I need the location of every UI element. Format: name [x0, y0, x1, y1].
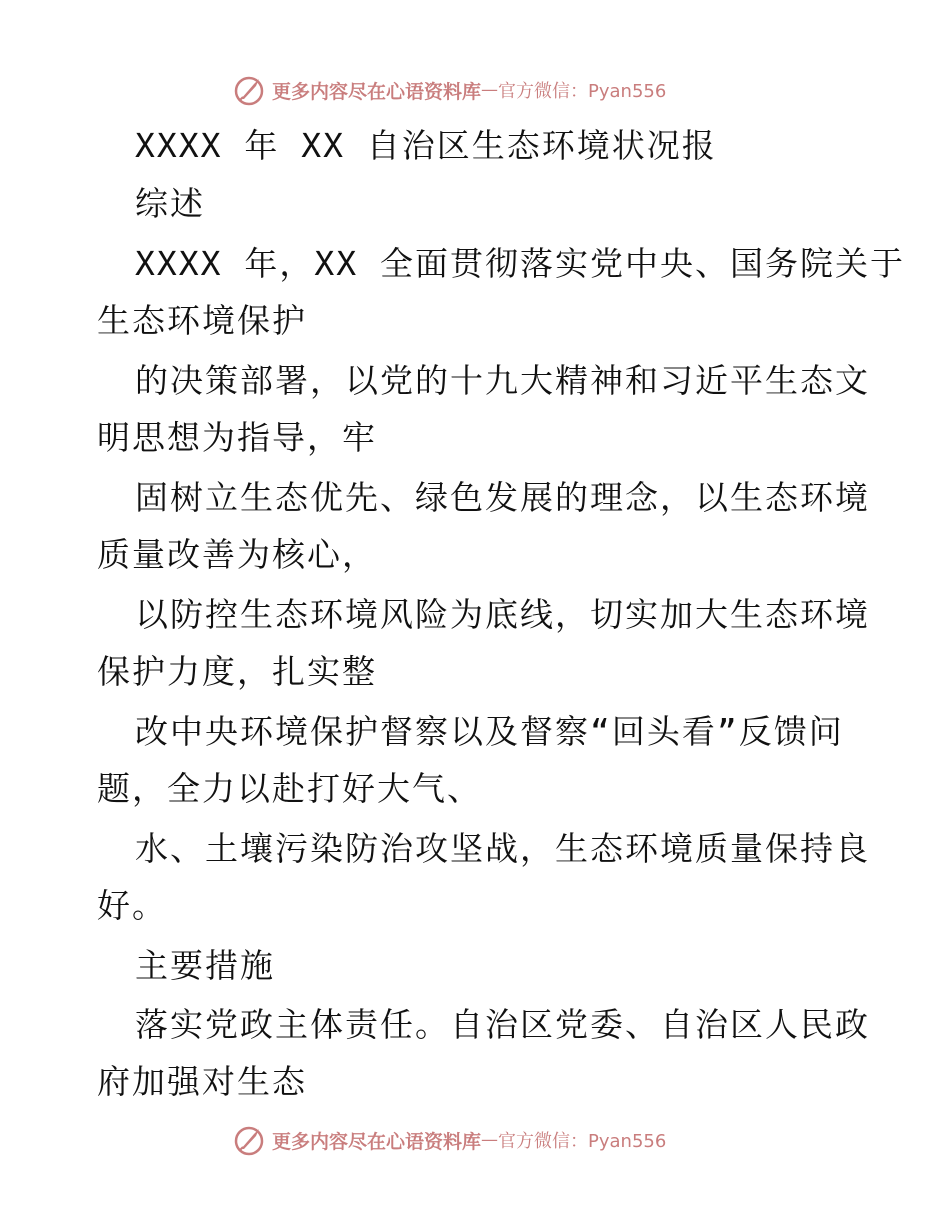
header-wechat-text: 官方微信：Pyan556: [498, 81, 667, 102]
paragraph-line: 好。: [97, 886, 167, 925]
paragraph-line: 生态环境保护: [97, 301, 307, 340]
paragraph-line: 的决策部署，以党的十九大精神和习近平生态文: [135, 361, 870, 400]
footer-wechat-text: 官方微信：Pyan556: [498, 1131, 667, 1152]
paragraph-line: 改中央环境保护督察以及督察“回头看”反馈问: [135, 712, 844, 751]
paragraph-line: 水、土壤污染防治攻坚战，生态环境质量保持良: [135, 829, 870, 868]
paragraph-line: 质量改善为核心，: [97, 535, 377, 574]
paragraph-line: 府加强对生态: [97, 1062, 307, 1101]
section-heading-overview: 综述: [135, 184, 205, 223]
paragraph-line: XXXX 年，XX 全面贯彻落实党中央、国务院关于: [135, 244, 905, 283]
section-heading-main-measures: 主要措施: [135, 946, 275, 985]
header-separator: —: [481, 80, 499, 100]
paragraph-line: 保护力度，扎实整: [97, 652, 377, 691]
document-title: XXXX 年 XX 自治区生态环境状况报: [135, 126, 717, 165]
quill-pen-circle-icon: [232, 73, 266, 107]
paragraph-line: 题，全力以赴打好大气、: [97, 769, 482, 808]
footer-brand-text: 更多内容尽在心语资料库: [272, 1130, 482, 1153]
paragraph-line: 明思想为指导，牢: [97, 418, 377, 457]
footer-watermark: [232, 1120, 712, 1160]
quill-pen-circle-icon: [232, 1123, 266, 1157]
paragraph-line: 固树立生态优先、绿色发展的理念，以生态环境: [135, 478, 870, 517]
footer-separator: —: [481, 1130, 499, 1150]
header-brand-text: 更多内容尽在心语资料库: [272, 80, 482, 103]
paragraph-line: 落实党政主体责任。自治区党委、自治区人民政: [135, 1005, 870, 1044]
paragraph-line: 以防控生态环境风险为底线，切实加大生态环境: [135, 595, 870, 634]
header-watermark: [232, 70, 712, 110]
